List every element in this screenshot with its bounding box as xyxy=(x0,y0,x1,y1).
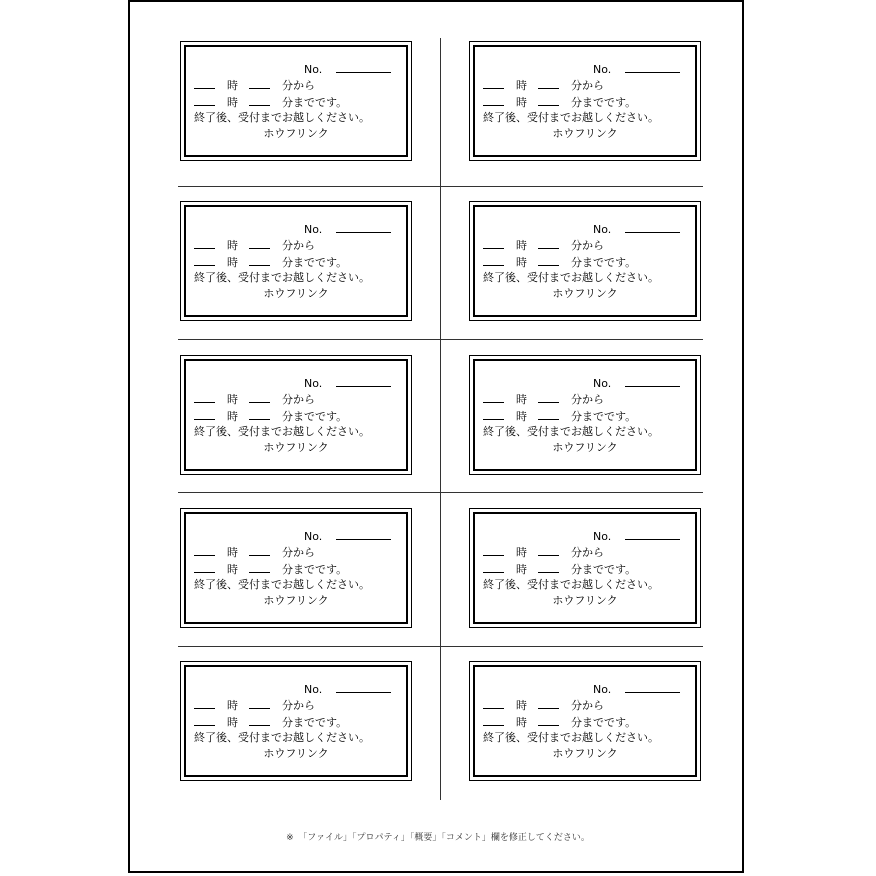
hour-blank xyxy=(194,562,215,573)
until-label: 分までです。 xyxy=(571,96,637,109)
hour-label: 時 xyxy=(516,393,527,406)
no-blank xyxy=(336,529,391,540)
hour-label: 時 xyxy=(227,239,238,252)
ticket-card xyxy=(180,201,412,321)
hour-blank xyxy=(194,409,215,420)
hour-blank xyxy=(483,715,504,726)
hour-label: 時 xyxy=(516,410,527,423)
until-label: 分までです。 xyxy=(282,410,348,423)
minute-blank xyxy=(249,255,270,266)
hour-label: 時 xyxy=(227,716,238,729)
shop-name: ホウフリンク xyxy=(552,441,618,454)
hour-blank xyxy=(483,392,504,403)
from-label: 分から xyxy=(282,546,315,559)
hour-blank xyxy=(194,78,215,89)
no-blank xyxy=(625,376,680,387)
until-label: 分までです。 xyxy=(282,716,348,729)
cut-line-vertical xyxy=(440,38,441,800)
hour-blank xyxy=(483,238,504,249)
cut-line-horizontal xyxy=(178,646,703,647)
minute-blank xyxy=(538,95,559,106)
minute-blank xyxy=(249,545,270,556)
minute-blank xyxy=(538,392,559,403)
minute-blank xyxy=(538,409,559,420)
no-blank xyxy=(336,682,391,693)
hour-label: 時 xyxy=(516,716,527,729)
no-label: No. xyxy=(593,683,612,696)
from-label: 分から xyxy=(571,699,604,712)
from-label: 分から xyxy=(571,79,604,92)
ticket-card xyxy=(180,355,412,475)
shop-name: ホウフリンク xyxy=(263,594,329,607)
hour-label: 時 xyxy=(516,546,527,559)
hour-blank xyxy=(483,409,504,420)
minute-blank xyxy=(538,545,559,556)
hour-label: 時 xyxy=(516,96,527,109)
ticket-card xyxy=(469,508,701,628)
hour-blank xyxy=(194,698,215,709)
minute-blank xyxy=(249,562,270,573)
until-label: 分までです。 xyxy=(571,716,637,729)
no-blank xyxy=(336,376,391,387)
hour-label: 時 xyxy=(227,563,238,576)
hour-label: 時 xyxy=(227,699,238,712)
minute-blank xyxy=(249,78,270,89)
cut-line-horizontal xyxy=(178,492,703,493)
hour-label: 時 xyxy=(227,256,238,269)
shop-name: ホウフリンク xyxy=(552,747,618,760)
from-label: 分から xyxy=(571,239,604,252)
ticket-message: 終了後、受付までお越しください。 xyxy=(483,111,659,124)
hour-blank xyxy=(194,392,215,403)
shop-name: ホウフリンク xyxy=(263,287,329,300)
hour-label: 時 xyxy=(516,79,527,92)
minute-blank xyxy=(538,238,559,249)
hour-blank xyxy=(194,255,215,266)
no-blank xyxy=(625,682,680,693)
hour-label: 時 xyxy=(516,699,527,712)
shop-name: ホウフリンク xyxy=(552,287,618,300)
ticket-card xyxy=(180,661,412,781)
hour-blank xyxy=(194,95,215,106)
no-blank xyxy=(625,222,680,233)
no-label: No. xyxy=(593,63,612,76)
until-label: 分までです。 xyxy=(571,563,637,576)
no-label: No. xyxy=(304,63,323,76)
hour-blank xyxy=(483,698,504,709)
no-blank xyxy=(336,62,391,73)
no-label: No. xyxy=(593,377,612,390)
hour-blank xyxy=(483,255,504,266)
minute-blank xyxy=(249,95,270,106)
no-label: No. xyxy=(304,530,323,543)
no-label: No. xyxy=(593,530,612,543)
minute-blank xyxy=(249,698,270,709)
minute-blank xyxy=(538,698,559,709)
hour-label: 時 xyxy=(227,546,238,559)
ticket-message: 終了後、受付までお越しください。 xyxy=(194,425,370,438)
until-label: 分までです。 xyxy=(571,256,637,269)
no-label: No. xyxy=(304,377,323,390)
hour-blank xyxy=(483,545,504,556)
ticket-card xyxy=(180,508,412,628)
hour-blank xyxy=(483,78,504,89)
shop-name: ホウフリンク xyxy=(552,594,618,607)
minute-blank xyxy=(538,78,559,89)
from-label: 分から xyxy=(282,79,315,92)
ticket-card xyxy=(469,41,701,161)
until-label: 分までです。 xyxy=(571,410,637,423)
minute-blank xyxy=(538,715,559,726)
hour-label: 時 xyxy=(516,256,527,269)
ticket-message: 終了後、受付までお越しください。 xyxy=(194,271,370,284)
from-label: 分から xyxy=(282,699,315,712)
ticket-card xyxy=(180,41,412,161)
minute-blank xyxy=(538,562,559,573)
hour-label: 時 xyxy=(227,79,238,92)
from-label: 分から xyxy=(282,393,315,406)
hour-blank xyxy=(194,715,215,726)
ticket-message: 終了後、受付までお越しください。 xyxy=(194,578,370,591)
hour-label: 時 xyxy=(227,393,238,406)
minute-blank xyxy=(249,392,270,403)
shop-name: ホウフリンク xyxy=(263,441,329,454)
from-label: 分から xyxy=(282,239,315,252)
ticket-card xyxy=(469,661,701,781)
ticket-message: 終了後、受付までお越しください。 xyxy=(194,111,370,124)
no-label: No. xyxy=(593,223,612,236)
cut-line-horizontal xyxy=(178,186,703,187)
ticket-message: 終了後、受付までお越しください。 xyxy=(483,578,659,591)
until-label: 分までです。 xyxy=(282,563,348,576)
minute-blank xyxy=(538,255,559,266)
until-label: 分までです。 xyxy=(282,96,348,109)
minute-blank xyxy=(249,238,270,249)
minute-blank xyxy=(249,409,270,420)
ticket-card xyxy=(469,201,701,321)
hour-label: 時 xyxy=(516,239,527,252)
hour-label: 時 xyxy=(516,563,527,576)
no-blank xyxy=(625,529,680,540)
from-label: 分から xyxy=(571,546,604,559)
shop-name: ホウフリンク xyxy=(263,747,329,760)
ticket-message: 終了後、受付までお越しください。 xyxy=(194,731,370,744)
no-label: No. xyxy=(304,683,323,696)
no-blank xyxy=(625,62,680,73)
shop-name: ホウフリンク xyxy=(263,127,329,140)
hour-label: 時 xyxy=(227,96,238,109)
cut-line-horizontal xyxy=(178,339,703,340)
hour-label: 時 xyxy=(227,410,238,423)
ticket-card xyxy=(469,355,701,475)
no-blank xyxy=(336,222,391,233)
from-label: 分から xyxy=(571,393,604,406)
until-label: 分までです。 xyxy=(282,256,348,269)
hour-blank xyxy=(483,562,504,573)
minute-blank xyxy=(249,715,270,726)
hour-blank xyxy=(194,545,215,556)
hour-blank xyxy=(483,95,504,106)
footer-note: ※ 「ファイル」「プロパティ」「概要」「コメント」欄を修正してください。 xyxy=(286,833,590,843)
shop-name: ホウフリンク xyxy=(552,127,618,140)
hour-blank xyxy=(194,238,215,249)
ticket-message: 終了後、受付までお越しください。 xyxy=(483,425,659,438)
no-label: No. xyxy=(304,223,323,236)
ticket-message: 終了後、受付までお越しください。 xyxy=(483,731,659,744)
ticket-message: 終了後、受付までお越しください。 xyxy=(483,271,659,284)
